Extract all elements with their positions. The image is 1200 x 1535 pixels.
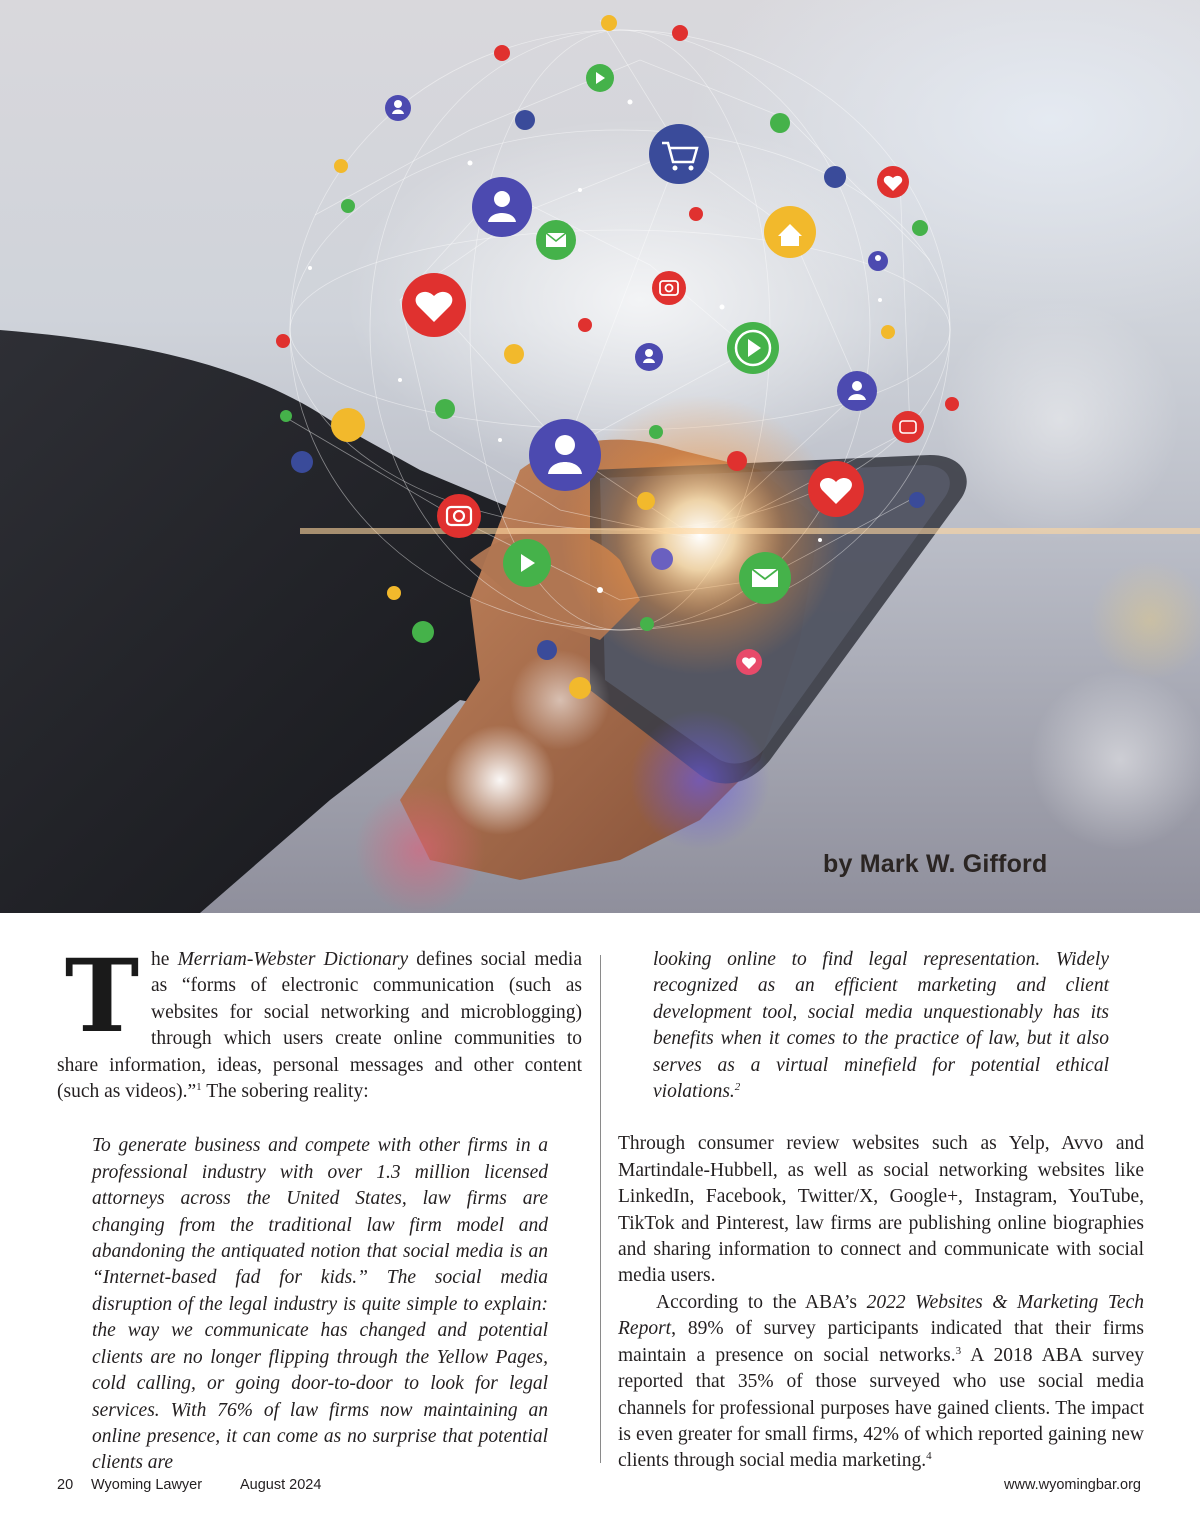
heart-icon	[736, 649, 762, 675]
footnote-ref-1: 1	[196, 1081, 202, 1094]
footnote-ref-4: 4	[926, 1450, 932, 1463]
article-column-right	[618, 947, 1144, 1475]
article-column-left	[57, 937, 582, 1477]
user-icon	[385, 95, 411, 121]
mail-icon	[536, 220, 576, 260]
cart-icon	[649, 124, 709, 184]
aba-report-title: 2022 Websites & Marketing Tech Report	[618, 1291, 1144, 1340]
block-quote-text: looking online to find legal representation. Widely recognized as an efficient marketing and client development tool, social media unquestionably has its benefits when it comes to the practice of law, but it also serves as a virtual minefield for potential ethical violations.	[653, 949, 1109, 1103]
footnote-ref-2: 2	[734, 1081, 741, 1094]
website-url: www.wyomingbar.org	[1004, 1477, 1141, 1493]
block-quote-part-2	[653, 947, 1109, 1105]
aba-survey-paragraph	[618, 1290, 1144, 1475]
page-number: 20	[57, 1477, 74, 1493]
play-icon	[727, 322, 779, 374]
user-icon	[472, 177, 532, 237]
review-sites-paragraph: Through consumer review websites such as Yelp, Avvo and Martindale-Hubbell, as well as social networking websites like LinkedIn, Facebook, Twitter/X, Google+, Instagram, YouTube, TikTok and Pinterest, law firms are publishing online biographies and sharing information to connect and communicate with social media users.	[618, 1133, 1144, 1287]
aba-lead: According to the ABA’s	[656, 1291, 867, 1313]
dictionary-title: Merriam-Webster Dictionary	[177, 949, 409, 970]
mail-icon	[739, 552, 791, 604]
drop-cap: T	[64, 937, 140, 1055]
aba-text-2: A 2018 ABA survey reported that 35% of those surveyed who use social media channels for professional purposes have gained clients. The impact is even greater for small firms, 42% of which reported gaining new clients through social media marketing.	[618, 1344, 1145, 1472]
intro-paragraph	[57, 937, 582, 1105]
footnote-ref-3: 3	[955, 1344, 962, 1357]
user-icon	[529, 419, 601, 491]
play-icon	[503, 539, 551, 587]
heart-icon	[877, 166, 909, 198]
block-quote-part-1: To generate business and compete with other firms in a professional industry with over 1.3 million licensed attorneys across the United States, law firms are changing from the traditional law firm model and abandoning the antiquated notion that social media is an “Internet-based fad for kids.” The social media disruption of the legal industry is quite simple to explain: the way we communicate has changed and potential clients are no longer flipping through the Yellow Pages, cold calling, or going door-to-door to look for legal services. With 76% of law firms now maintaining an online presence, it can come as no surprise that potential clients are	[92, 1135, 548, 1474]
camera-icon	[437, 494, 481, 538]
camera-icon	[652, 271, 686, 305]
column-divider	[600, 955, 601, 1463]
article-byline: by Mark W. Gifford	[823, 850, 1048, 878]
magazine-name: Wyoming Lawyer	[91, 1477, 203, 1493]
issue-date: August 2024	[240, 1477, 322, 1493]
user-icon	[868, 251, 888, 271]
heart-icon	[402, 273, 466, 337]
intro-text: defines social media as “forms of electronic communication (such as websites for social networking and microblogging) through which users create online communities to share information, ideas, personal messages and other content (such as videos).”	[57, 949, 582, 1103]
user-icon	[635, 343, 663, 371]
home-icon	[764, 206, 816, 258]
heart-icon	[808, 461, 864, 517]
aba-text: , 89% of survey participants indicated that their firms maintain a presence on social networks.	[618, 1318, 1144, 1366]
user-icon	[837, 371, 877, 411]
intro-tail: The sobering reality:	[201, 1081, 369, 1103]
intro-lead: he	[151, 949, 178, 970]
